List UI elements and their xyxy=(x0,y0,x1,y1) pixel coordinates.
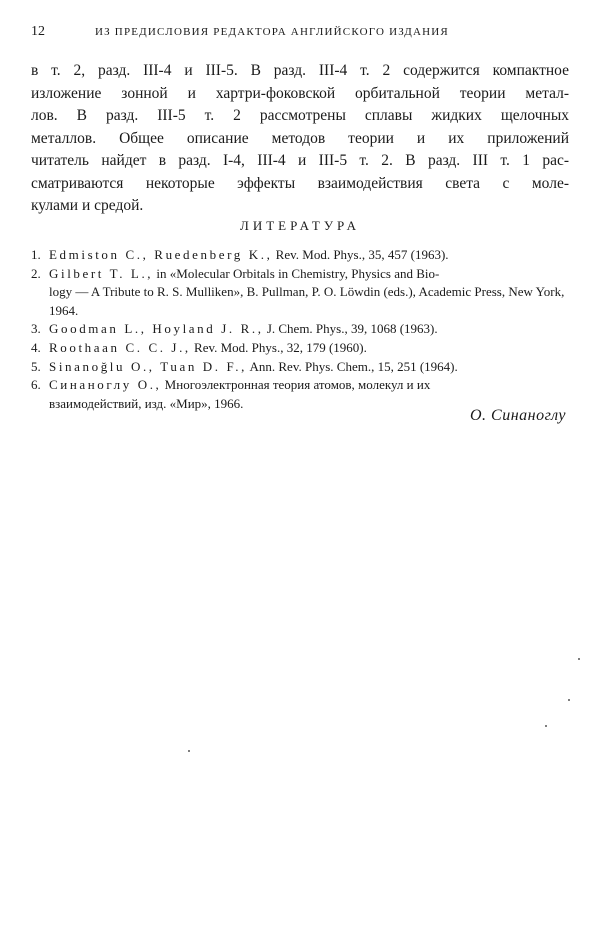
reference-text xyxy=(49,339,569,358)
scan-speck xyxy=(568,699,570,701)
signature: О. Синаноглу xyxy=(470,407,566,424)
body-line: сматриваются некоторые эффекты взаимодействия света с моле- xyxy=(31,174,569,192)
reference-continuation: logy — A Tribute to R. S. Mulliken», B. Pullman, P. O. Löwdin (eds.), Academic Press, New York, 1964. xyxy=(49,284,565,318)
references-title: ЛИТЕРАТУРА xyxy=(240,218,360,233)
body-line: читатель найдет в разд. I-4, III-4 и III-5 т. 2. В разд. III т. 1 рас- xyxy=(31,152,569,169)
body-line: лов. В разд. III-5 т. 2 рассмотрены сплавы жидких щелочных xyxy=(31,107,569,124)
reference-number: 3. xyxy=(31,321,41,337)
reference-item xyxy=(31,339,569,358)
reference-number: 4. xyxy=(31,339,41,355)
reference-number: 6. xyxy=(31,377,41,393)
page-header xyxy=(31,24,571,44)
reference-item xyxy=(31,320,569,339)
reference-citation: Многоэлектронная теория атомов, молекул и их xyxy=(161,377,431,393)
reference-text xyxy=(49,265,569,321)
reference-text xyxy=(49,358,569,377)
body-line: металлов. Общее описание методов теории и их приложений xyxy=(31,129,569,147)
reference-number: 2. xyxy=(31,265,41,281)
reference-author: Синаноглу О., xyxy=(49,377,162,393)
reference-continuation: взаимодействий, изд. «Мир», 1966. xyxy=(49,395,244,411)
reference-citation: Ann. Rev. Phys. Chem., 15, 251 (1964). xyxy=(246,358,458,374)
reference-author: Goodman L., Hoyland J. R., xyxy=(49,321,264,337)
reference-number: 5. xyxy=(31,358,41,374)
scan-speck xyxy=(545,725,547,727)
reference-author: Roothaan C. C. J., xyxy=(49,339,191,355)
reference-item xyxy=(31,246,569,265)
body-line: изложение зонной и хартри-фоковской орбитальной теории метал- xyxy=(31,84,569,102)
page-number: 12 xyxy=(31,24,45,39)
references-list xyxy=(31,246,569,413)
body-paragraph xyxy=(31,60,569,218)
scan-speck xyxy=(578,658,580,660)
body-line: кулами и средой. xyxy=(31,197,144,214)
reference-text xyxy=(49,246,569,265)
reference-citation: Rev. Mod. Phys., 35, 457 (1963). xyxy=(272,247,449,262)
scan-speck xyxy=(188,750,190,752)
reference-author: Gilbert T. L., xyxy=(49,265,154,281)
reference-number: 1. xyxy=(31,247,41,262)
body-line: в т. 2, разд. III-4 и III-5. В разд. III-4 т. 2 содержится компактное xyxy=(31,62,569,79)
reference-citation: Rev. Mod. Phys., 32, 179 (1960). xyxy=(190,339,367,355)
running-head: ИЗ ПРЕДИСЛОВИЯ РЕДАКТОРА АНГЛИЙСКОГО ИЗДАНИЯ xyxy=(95,26,449,38)
reference-text xyxy=(49,320,569,339)
reference-citation: J. Chem. Phys., 39, 1068 (1963). xyxy=(263,321,438,337)
reference-citation: in «Molecular Orbitals in Chemistry, Physics and Bio- xyxy=(153,265,440,281)
reference-item xyxy=(31,358,569,377)
reference-item xyxy=(31,265,569,321)
reference-author: Sinanoğlu O., Tuan D. F., xyxy=(49,358,247,374)
reference-author: Edmiston C., Ruedenberg K., xyxy=(49,247,273,262)
